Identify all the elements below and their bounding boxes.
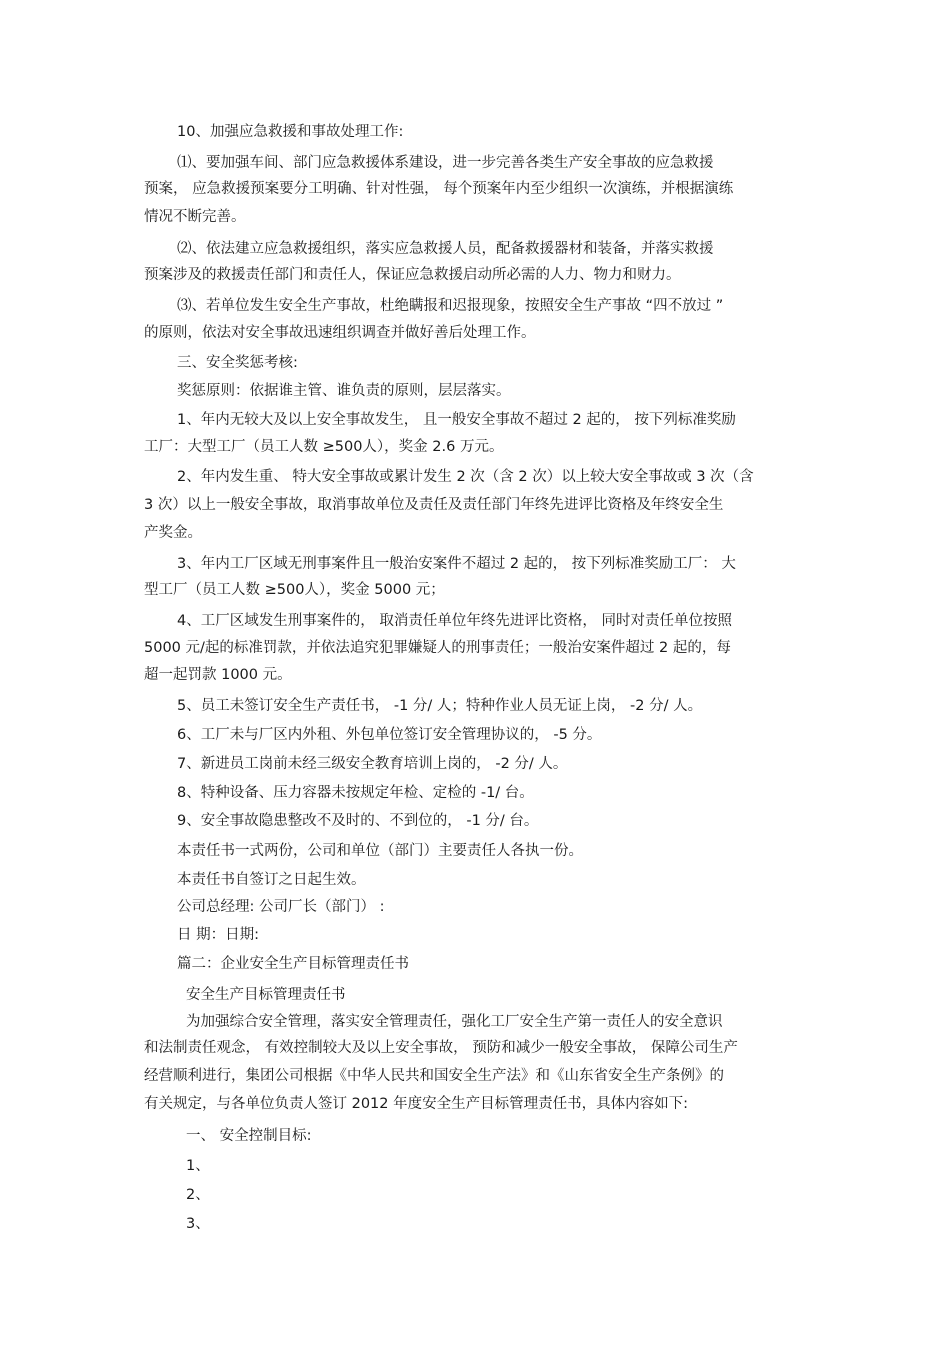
section-heading-targets: 一、 安全控制目标:	[186, 1128, 312, 1144]
paragraph-line: ⑴、要加强车间、部门应急救援体系建设，进一步完善各类生产安全事故的应急救援	[177, 155, 714, 171]
paragraph-line: 本责任书一式两份，公司和单位（部门）主要责任人各执一份。	[177, 843, 583, 859]
paragraph-line: 为加强综合安全管理，落实安全管理责任，强化工厂安全生产第一责任人的安全意识	[186, 1014, 723, 1030]
paragraph-line: 预案， 应急救援预案要分工明确、针对性强， 每个预案年内至少组织一次演练，并根据演练	[144, 181, 734, 197]
paragraph-line: 8、特种设备、压力容器未按规定年检、定检的 -1/ 台。	[177, 785, 534, 801]
paragraph-line: 5、员工未签订安全生产责任书， -1 分/ 人；特种作业人员无证上岗， -2 分/ 人。	[177, 698, 703, 714]
date-line: 日 期：日期:	[177, 927, 259, 943]
paragraph-line: 3 次）以上一般安全事故，取消事故单位及责任及责任部门年终先进评比资格及年终安全生	[144, 497, 724, 513]
paragraph-line: 产奖金。	[144, 525, 202, 541]
paragraph-line: 超一起罚款 1000 元。	[144, 667, 292, 683]
list-item: 1、	[186, 1158, 210, 1174]
paragraph-line: 奖惩原则：依据谁主管、谁负责的原则，层层落实。	[177, 383, 511, 399]
section-heading-rewards: 三、安全奖惩考核:	[177, 355, 298, 371]
list-item: 3、	[186, 1216, 210, 1232]
paragraph-line: 5000 元/起的标准罚款，并依法追究犯罪嫌疑人的刑事责任；一般治安案件超过 2 起的，每	[144, 640, 731, 656]
paragraph-line: 4、工厂区域发生刑事案件的， 取消责任单位年终先进评比资格， 同时对责任单位按照	[177, 613, 732, 629]
paragraph-line: 9、安全事故隐患整改不及时的、不到位的， -1 分/ 台。	[177, 813, 539, 829]
paragraph-line: 工厂：大型工厂（员工人数 ≥500人），奖金 2.6 万元。	[144, 439, 504, 455]
paragraph-line: 情况不断完善。	[144, 209, 246, 225]
paragraph-line: 3、年内工厂区域无刑事案件且一般治安案件不超过 2 起的， 按下列标准奖励工厂： 大	[177, 556, 736, 572]
paragraph-line: 1、年内无较大及以上安全事故发生， 且一般安全事故不超过 2 起的， 按下列标准奖励	[177, 412, 736, 428]
paragraph-line: ⑵、依法建立应急救援组织，落实应急救援人员，配备救援器材和装备，并落实救援	[177, 241, 714, 257]
paragraph-line: 7、新进员工岗前未经三级安全教育培训上岗的， -2 分/ 人。	[177, 756, 568, 772]
section-heading-emergency: 10、加强应急救援和事故处理工作:	[177, 124, 404, 140]
paragraph-line: 经营顺利进行，集团公司根据《中华人民共和国安全生产法》和《山东省安全生产条例》的	[144, 1068, 724, 1084]
signature-line: 公司总经理: 公司厂长（部门） :	[177, 899, 385, 915]
chapter-heading: 篇二：企业安全生产目标管理责任书	[177, 956, 409, 972]
paragraph-line: 型工厂（员工人数 ≥500人），奖金 5000 元；	[144, 582, 445, 598]
paragraph-line: 的原则，依法对安全事故迅速组织调查并做好善后处理工作。	[144, 325, 536, 341]
paragraph-line: 有关规定，与各单位负责人签订 2012 年度安全生产目标管理责任书，具体内容如下:	[144, 1096, 689, 1112]
paragraph-line: 6、工厂未与厂区内外租、外包单位签订安全管理协议的， -5 分。	[177, 727, 602, 743]
list-item: 2、	[186, 1187, 210, 1203]
paragraph-line: 本责任书自签订之日起生效。	[177, 872, 366, 888]
paragraph-line: 预案涉及的救援责任部门和责任人，保证应急救援启动所必需的人力、物力和财力。	[144, 267, 681, 283]
paragraph-line: ⑶、若单位发生安全生产事故，杜绝瞒报和迟报现象，按照安全生产事故 “四不放过 ”	[177, 298, 724, 314]
paragraph-line: 和法制责任观念， 有效控制较大及以上安全事故， 预防和减少一般安全事故， 保障公司生产	[144, 1040, 738, 1056]
document-title: 安全生产目标管理责任书	[186, 987, 346, 1003]
paragraph-line: 2、年内发生重、 特大安全事故或累计发生 2 次（含 2 次）以上较大安全事故或 3 次（含	[177, 469, 754, 485]
